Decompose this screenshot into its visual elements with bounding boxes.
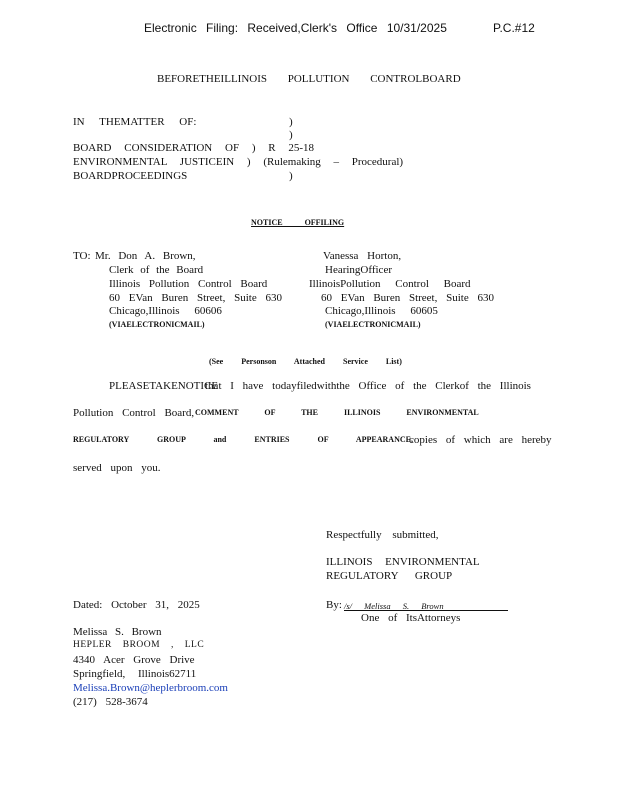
phone-number: (217) 528-3674 bbox=[73, 696, 148, 708]
recipient-org: Illinois Pollution Control Board bbox=[109, 278, 268, 290]
by-label: By: bbox=[326, 599, 342, 611]
body-line-2-start: Pollution Control Board, bbox=[73, 407, 195, 419]
email-link[interactable]: Melissa.Brown@heplerbroom.com bbox=[73, 682, 228, 694]
caption-paren: ) bbox=[289, 116, 293, 128]
firm-name: HEPLER BROOM , LLC bbox=[73, 640, 205, 650]
org-line-2: REGULATORY GROUP bbox=[326, 570, 453, 582]
recipient-name: Vanessa Horton, bbox=[323, 250, 402, 262]
signature: /s/ Melissa S. Brown bbox=[344, 601, 444, 611]
filing-stamp: Electronic Filing: Received,Clerk's Office 10/31/2025 bbox=[144, 21, 447, 35]
body-line-1: that I have todayfiledwiththe Office of the Clerkof the Illinois bbox=[205, 380, 531, 392]
service-list-note: (See Personson Attached Service List) bbox=[209, 357, 402, 366]
recipient-city: Chicago,Illinois 60606 bbox=[109, 305, 222, 317]
recipient-city: Chicago,Illinois 60605 bbox=[325, 305, 438, 317]
signature-caption: One of ItsAttorneys bbox=[361, 612, 461, 624]
recipient-title: Clerk of the Board bbox=[109, 264, 204, 276]
recipient-title: HearingOfficer bbox=[325, 264, 392, 276]
caption-line-2: ENVIRONMENTAL JUSTICEIN ) (Rulemaking – Procedural) bbox=[73, 156, 404, 168]
dated-line: Dated: October 31, 2025 bbox=[73, 599, 200, 611]
body-line-4: served upon you. bbox=[73, 462, 161, 474]
caption-paren: ) bbox=[289, 129, 293, 141]
document-title-cont: REGULATORY GROUP and ENTRIES OF APPEARANCE, bbox=[73, 435, 413, 444]
board-title: BEFORETHEILLINOIS POLLUTION CONTROLBOARD bbox=[157, 73, 461, 85]
attorney-name: Melissa S. Brown bbox=[73, 626, 162, 638]
signature-line bbox=[344, 610, 508, 611]
recipient-address: 60 EVan Buren Street, Suite 630 bbox=[109, 292, 282, 304]
respectfully-submitted: Respectfully submitted, bbox=[326, 529, 439, 541]
to-label: TO: bbox=[73, 250, 91, 262]
in-the-matter: IN THEMATTER OF: bbox=[73, 116, 197, 128]
document-title: COMMENT OF THE ILLINOIS ENVIRONMENTAL bbox=[195, 408, 479, 417]
recipient-address: 60 EVan Buren Street, Suite 630 bbox=[321, 292, 494, 304]
pc-number: P.C.#12 bbox=[493, 21, 535, 35]
org-line-1: ILLINOIS ENVIRONMENTAL bbox=[326, 556, 480, 568]
street-address: 4340 Acer Grove Drive bbox=[73, 654, 195, 666]
recipient-org: IllinoisPollution Control Board bbox=[309, 278, 471, 290]
recipient-delivery-method: (VIAELECTRONICMAIL) bbox=[109, 320, 205, 329]
caption-line-3: BOARDPROCEEDINGS bbox=[73, 170, 188, 182]
caption-paren: ) bbox=[289, 170, 293, 182]
body-notice-lead: PLEASETAKENOTICE bbox=[109, 380, 219, 392]
recipient-name: Mr. Don A. Brown, bbox=[95, 250, 196, 262]
caption-line-1: BOARD CONSIDERATION OF ) R 25-18 bbox=[73, 142, 314, 154]
notice-title: NOTICE OFFILING bbox=[251, 218, 345, 227]
body-line-3-end: copies of which are hereby bbox=[409, 434, 552, 446]
city-address: Springfield, Illinois62711 bbox=[73, 668, 197, 680]
recipient-delivery-method: (VIAELECTRONICMAIL) bbox=[325, 320, 421, 329]
